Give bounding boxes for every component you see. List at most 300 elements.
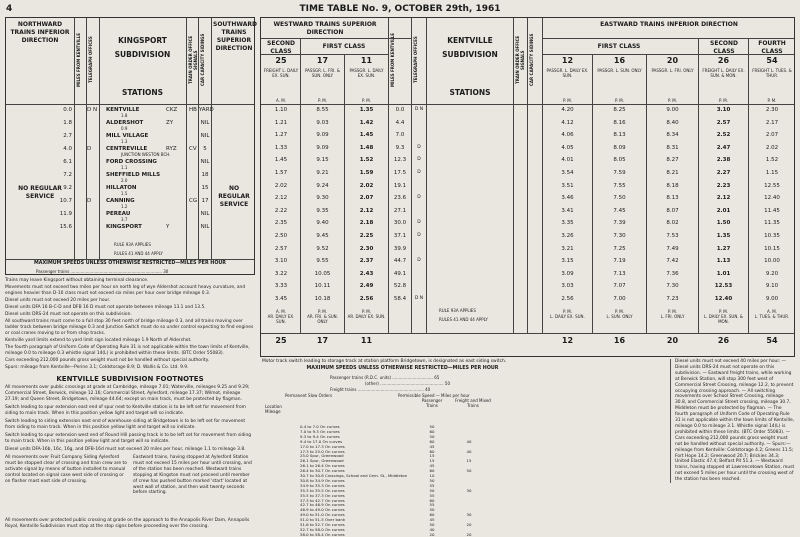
right-subdivision-label: SUBDIVISION <box>442 50 498 59</box>
east-time: 7.30 <box>613 233 626 239</box>
east-time: 11.35 <box>764 220 780 227</box>
row-telegraph: D N <box>87 107 98 113</box>
footnote-annapolis: All movements over protected public crossing at grade on the approach to the Annapolis River Dam, Annapolis Royal, Kentville Subdivision must stop at the stop signs before proceeding over the crossing. <box>5 518 250 529</box>
footnote-fruit-siding: All movements over Fruit Company Siding Aylesford must be stopped clear of crossing and train crew are to activate signal by means of button installed to manual control located on signal case west side of crossing or on flasher mast east side of crossing. <box>5 455 127 484</box>
west-train-number: 17 <box>316 56 329 65</box>
slow-order-passenger: 20 <box>429 531 435 537</box>
row-mileage: 11.9 <box>59 211 72 217</box>
westward-heading: WESTWARD TRAINS SUPERIOR DIRECTION <box>273 21 377 36</box>
row-station: SHEFFIELD MILLS <box>106 172 161 178</box>
east-bottom-type: L. FRI. ONLY <box>660 314 685 319</box>
slow-order-passenger: 50 <box>429 424 435 429</box>
east-train-number: 54 <box>766 56 778 65</box>
east-time: 7.19 <box>613 258 626 265</box>
west-telegraph: D <box>417 233 421 238</box>
row-station: CENTREVILLE <box>106 146 148 152</box>
east-time: 3.41 <box>561 207 574 214</box>
west-time: 9.40 <box>316 220 329 227</box>
footnote-crossings: All movements over public crossings at grade at Cambridge, mileage 7.01; Waterville, mileages 9.25 and 9.29; Commercial Street, Berwick, mileage 12.16; Commercial Street, Aylesford, mileage 17.37; Wilmot, mileage 27.19; and Queen Street, Bridgetown, mileage 44.64; except on main track, must be protected by flagman. <box>5 385 250 402</box>
east-time: 9.20 <box>765 270 779 277</box>
telegraph-col-head: TELEGRAPH OFFICES <box>88 36 93 84</box>
slow-order-location: 17.3 to 25.0 On curves <box>300 448 345 454</box>
row-distance: 3.7 <box>121 217 128 222</box>
west-time: 1.42 <box>359 119 374 126</box>
slow-order-location: 46.9 to 49.0 On curves <box>300 507 345 513</box>
west-mileage: 12.3 <box>393 157 407 164</box>
east-time: 7.25 <box>613 245 626 252</box>
east-time: 2.07 <box>765 132 779 139</box>
kingsport-note: Diesel units must not exceed 20 miles per hour. <box>5 298 111 303</box>
east-time: 1.13 <box>716 258 731 265</box>
west-time: 2.37 <box>359 258 374 265</box>
row-station: KENTVILLE <box>106 107 140 113</box>
slow-order-passenger: 50 <box>429 477 435 483</box>
slow-order-passenger: 55 <box>429 492 435 498</box>
east-time: 8.25 <box>613 107 626 113</box>
east-time: 2.30 <box>765 107 779 113</box>
row-station: FORD CROSSING <box>106 159 157 165</box>
west-time: 9.15 <box>316 157 329 164</box>
right-first-class-head: FIRST CLASS <box>597 43 641 50</box>
row-station: CANNING <box>106 198 135 204</box>
west-train-type: PASSGR. L. DAILY EX. SUN. <box>349 68 384 78</box>
row-capacity: YARD <box>199 107 214 113</box>
slow-order-passenger: 45 <box>429 463 435 469</box>
slow-order-passenger: 55 <box>429 502 435 508</box>
west-time: 2.07 <box>359 195 374 202</box>
west-time: 3.33 <box>274 283 288 290</box>
row-code: RYZ <box>166 146 177 152</box>
kentville-timetable <box>260 17 795 357</box>
east-time: 4.20 <box>561 107 574 113</box>
row-mileage: 9.2 <box>63 185 72 191</box>
right-rule-93a: RULE 93A APPLIES <box>439 308 476 313</box>
east-time: 4.01 <box>561 157 574 164</box>
east-time: 7.39 <box>613 220 626 227</box>
west-time: 9.09 <box>316 144 329 151</box>
perm-speed-head: Permissible Speed — Miles per hour <box>398 393 470 398</box>
row-telegraph: D <box>87 198 92 204</box>
east-time: 1.50 <box>716 220 731 227</box>
east-time: 12.55 <box>764 182 780 189</box>
slow-order-freight: 20 <box>466 522 472 527</box>
row-code: ZY <box>166 120 174 126</box>
slow-order-freight: 30 <box>466 487 472 493</box>
footnote-bridgetown-switch: Switch leading to siding extension east end of warehouse siding at Bridgetown is to be left set for movement from siding to main track. When in this position yellow light and target will so indicate. <box>5 419 246 430</box>
east-time: 8.13 <box>613 132 626 139</box>
east-time: 10.00 <box>764 258 780 265</box>
slow-order-passenger: 50 <box>429 507 435 513</box>
west-time: 1.45 <box>274 157 288 164</box>
east-time: 7.50 <box>613 195 626 202</box>
west-telegraph: D <box>417 195 421 201</box>
speed-title: MAXIMUM SPEEDS UNLESS OTHERWISE RESTRICTED—MILES PER HOUR <box>33 261 226 266</box>
row-distance: 1.5 <box>121 191 128 196</box>
west-time: 9.55 <box>316 258 329 265</box>
east-time: 7.59 <box>613 170 626 176</box>
slow-order-location: 58.0 to 58.4 On curves <box>300 531 345 537</box>
east-time: 7.30 <box>666 283 679 290</box>
west-time: 1.48 <box>359 144 374 151</box>
mid-speed-title: MAXIMUM SPEEDS UNLESS OTHERWISE RESTRICTED—MILES PER HOUR <box>306 366 499 371</box>
slow-order-location: 34.9 to 35.3 On curves <box>300 482 345 488</box>
slow-order-location: 35.3 to 35.5 On curves <box>300 487 345 493</box>
slow-order-location: 42.7 to 46.9 On curves <box>300 502 345 508</box>
west-ampm: A. M. <box>276 98 286 103</box>
row-station: MILL VILLAGE <box>106 133 149 139</box>
slow-order-passenger: 45 <box>429 443 435 449</box>
east-time: 7.42 <box>666 258 679 265</box>
speed-passenger: Passenger trains ........................................................................ 30 <box>36 269 169 274</box>
west-mileage: 23.6 <box>393 195 407 202</box>
west-mileage: 9.3 <box>395 144 405 151</box>
slow-order-location: 26.4 to 30.7 On curves <box>300 468 345 474</box>
slow-order-location: 17.0 to 17.3 On curves <box>300 443 345 449</box>
slow-order-freight: 15 <box>466 458 472 464</box>
east-time: 7.07 <box>613 283 626 290</box>
slow-order-passenger: 60 <box>429 448 435 454</box>
east-time: 8.18 <box>666 182 679 189</box>
east-time: 12.40 <box>764 195 780 202</box>
east-time: 4.05 <box>561 144 574 151</box>
west-mileage: 52.8 <box>393 283 407 290</box>
east-time: 3.51 <box>561 182 574 189</box>
east-time: 10.15 <box>764 245 780 252</box>
east-time: 1.15 <box>765 170 779 176</box>
pass-head: Passenger Trains <box>421 398 443 408</box>
first-class-head: FIRST CLASS <box>322 43 366 50</box>
east-time: 8.05 <box>613 157 626 164</box>
west-mileage: 4.4 <box>395 119 405 126</box>
east-bottom-number: 16 <box>613 336 626 345</box>
miles-col-head: MILES FROM KENTVILLE <box>76 33 81 87</box>
east-time: 1.35 <box>716 233 731 239</box>
footnotes-title: KENTVILLE SUBDIVISION FOOTNOTES <box>56 375 204 383</box>
slow-order-passenger: 60 <box>429 497 435 503</box>
kingsport-timetable <box>5 17 258 275</box>
east-ampm: P. M. <box>718 98 729 103</box>
slow-order-passenger: 10 <box>429 473 435 478</box>
west-mileage: 58.4 <box>393 296 407 302</box>
row-capacity: NIL <box>200 120 210 126</box>
slow-order-location: 51.0 to 51.5 Over bank <box>300 517 346 523</box>
east-train-type: PASSGR. L. SUN. ONLY <box>597 68 642 73</box>
slow-order-location: 51.6 to 52.7 On curves <box>300 522 345 527</box>
east-time: 7.49 <box>666 245 679 252</box>
east-bottom-ampm: P. M. <box>667 309 678 314</box>
right-rules-41-44: RULES 41 AND 44 APPLY <box>439 317 488 322</box>
slow-order-freight: 40 <box>466 438 472 444</box>
slow-order-passenger: 15 <box>429 458 435 464</box>
east-time: 1.01 <box>716 270 731 277</box>
row-station: ALDERSHOT <box>106 120 144 126</box>
east-time: 8.13 <box>666 195 679 202</box>
west-time: 2.50 <box>274 233 288 239</box>
slow-order-location: 30.8 to 34.9 On curves <box>300 477 345 483</box>
west-time: 9.24 <box>316 182 329 189</box>
east-time: 8.27 <box>666 157 679 164</box>
row-mileage: 0.0 <box>63 107 72 113</box>
east-time: 7.45 <box>613 207 626 214</box>
west-time: 9.09 <box>316 132 329 139</box>
bridgetown-switch-note: Motor track switch leading to storage track at station platform Bridgetown, is designated as east siding switch. <box>262 359 507 364</box>
west-time: 2.12 <box>274 195 288 202</box>
page-header <box>6 4 794 16</box>
slow-order-passenger: 50 <box>429 522 435 527</box>
row-distance: 1.1 <box>121 165 128 170</box>
west-bottom-type: AR. FRI. & SUN. ONLY <box>307 314 338 324</box>
row-telegraph: D <box>87 146 92 152</box>
east-bottom-number: 26 <box>717 336 730 345</box>
right-subdivision-name: KENTVILLE <box>447 36 493 45</box>
west-bottom-ampm: P. M. <box>317 309 328 314</box>
order-col-head: TRAIN ORDER OFFICE SIGNALS <box>188 35 198 85</box>
slow-order-passenger: 55 <box>429 482 435 488</box>
slow-order-location: 7.0 to 9.3 On curves <box>300 428 340 434</box>
northward-heading: NORTHWARD TRAINS INFERIOR DIRECTION <box>10 21 70 44</box>
row-station: KINGSPORT <box>106 224 142 230</box>
ps-rdc: Passenger trains (R.D.C. units) ................................ 65 <box>330 375 440 380</box>
slow-order-freight: 30 <box>466 512 472 518</box>
east-time: 2.23 <box>716 182 731 189</box>
west-time: 10.05 <box>314 270 331 277</box>
slow-order-location: 37.3 to 42.7 On curves <box>300 497 345 503</box>
row-mileage: 1.8 <box>63 120 72 126</box>
row-code: Y <box>166 224 170 230</box>
west-telegraph: D <box>417 170 421 175</box>
east-train-number: 12 <box>561 56 574 65</box>
west-mileage: 7.0 <box>395 132 405 139</box>
west-mileage: 17.5 <box>393 170 407 176</box>
rules-41-44: RULES 41 AND 44 APPLY <box>114 251 163 256</box>
west-time: 2.12 <box>359 207 374 214</box>
east-time: 8.34 <box>666 132 679 139</box>
east-train-type: PASSGR. L. DAILY EX. SUN. <box>546 68 589 78</box>
east-train-number: 26 <box>717 56 730 65</box>
slow-order-passenger: 60 <box>429 438 435 444</box>
west-mileage: 39.9 <box>393 245 407 252</box>
east-time: 8.31 <box>666 144 679 151</box>
location-head: Location Mileage <box>265 404 282 414</box>
row-distance: JUNCTION WESTON BCH. <box>121 152 171 157</box>
west-bottom-type: AR. DAILY EX. SUN. <box>347 314 386 319</box>
row-station: PEREAU <box>106 211 131 217</box>
right-notes: Diesel units must not exceed 40 miles per hour. — Diesel units DRS-24 must not operate on this subdivision. — Eastward freight trains, while working at Berwick Station, will stop 300 feet west of Commercial Street Crossing, mileage 12.2, to prevent occupying crossing approach. — All switching movements over School Street Crossing, mileage 30.8, and Commercial Street crossing, mileage 30.7, Middleton must be protected by flagman. — The fourth paragraph of Uniform Code of Operating Rule 31 is not applicable within the town limits of Kentville, mileage 0.0 to mileage 3.1. Whistle signal 14(L) is prohibited within these limits. (BTC Order 55083). — Cars exceeding 212,000 pounds gross weight must not be handled without special authority. — Spurs:—mileage from Kentville: Coldstorage 4.2; Greens 11.5; Fort Hope 14.2; Greenwood 20.7; Brickies 34.3; United Elastic 47.4; Belfast Pit 51.3. — Westward trains, having stopped at Lawrencetown Station, must not exceed 5 miles per hour until the crossing west of the station has been reached. <box>670 359 795 483</box>
row-capacity: 17 <box>201 198 209 204</box>
east-time: 2.02 <box>765 144 779 151</box>
capacity-col-head: CAR CAPACITY SIDINGS <box>200 33 205 87</box>
west-bottom-number: 17 <box>316 336 329 345</box>
west-time: 3.45 <box>274 296 288 302</box>
row-code: CKZ <box>166 107 178 113</box>
row-mileage: 2.7 <box>63 133 72 139</box>
east-time: 7.00 <box>613 296 626 302</box>
west-time: 1.52 <box>359 157 374 164</box>
east-time: 4.06 <box>561 132 574 139</box>
west-time: 1.33 <box>274 144 288 151</box>
slow-order-location: 9.3 to 9.4 On curves <box>300 433 340 439</box>
west-mileage: 49.1 <box>393 270 407 277</box>
east-time: 7.53 <box>666 233 679 239</box>
west-time: 2.30 <box>359 245 374 252</box>
east-time: 1.27 <box>716 245 731 252</box>
west-time: 3.10 <box>274 258 288 265</box>
west-bottom-number: 25 <box>275 336 287 345</box>
mid-telegraph-head: TELEGRAPH OFFICES <box>413 36 418 84</box>
row-order: HB <box>189 107 197 113</box>
footnote-diesel: Diesel units DFA-16b, 16c, 16g, and DFB-16d must not exceed 20 miles per hour, mileage 1.1 to mileage 3.8. <box>5 447 246 452</box>
east-bottom-ampm: A. M. <box>767 309 777 314</box>
east-train-type: FREIGHT L. TUES. & THUR. <box>752 68 792 78</box>
row-capacity: NIL <box>200 159 210 165</box>
no-regular-service-south: NO REGULAR SERVICE <box>218 185 250 208</box>
west-time: 2.43 <box>359 270 374 277</box>
slow-order-location: 35.5 to 37.3 On curves <box>300 492 345 498</box>
mid-miles-head: MILES FROM KENTVILLE <box>390 33 395 87</box>
west-time: 9.03 <box>316 119 329 126</box>
east-time: 2.17 <box>765 119 779 126</box>
east-time: 3.46 <box>561 195 574 202</box>
kingsport-note: Movements must not exceed two miles per hour on north leg of wye Aldershot account heavy curvature, and engines heavier than D-10 class must not exceed six miles per hour over bridge mileage 0.3. <box>5 285 246 296</box>
east-time: 8.09 <box>613 144 626 151</box>
east-time: 12.53 <box>714 283 733 290</box>
row-distance: 2.0 <box>121 178 128 183</box>
page-number: 4 <box>6 4 13 14</box>
west-telegraph: D <box>417 258 421 264</box>
west-bottom-type: AR. DAILY EX. SUN. <box>267 314 295 324</box>
west-bottom-number: 11 <box>360 336 373 345</box>
slow-order-passenger: 60 <box>429 512 435 518</box>
west-time: 1.45 <box>359 132 374 139</box>
west-train-number: 25 <box>275 56 287 65</box>
west-mileage: 44.7 <box>393 258 407 265</box>
east-time: 8.07 <box>666 207 679 214</box>
east-time: 2.27 <box>716 170 731 176</box>
east-bottom-ampm: P. M. <box>718 309 729 314</box>
slow-order-location: 30.7 to 30.8 Crossings, School and Cem. St., Middleton <box>300 473 408 478</box>
row-mileage: 4.0 <box>63 146 72 152</box>
east-time: 3.15 <box>561 258 574 265</box>
right-fourth-class-head: FOURTH CLASS <box>758 40 786 55</box>
west-time: 2.02 <box>274 182 288 189</box>
west-ampm: P. M. <box>361 98 372 103</box>
west-time: 9.35 <box>316 207 329 214</box>
east-time: 12.40 <box>714 296 733 302</box>
footnote-aylesford: Eastward trains, having stopped at Aylesford Station must not exceed 15 miles per hour until crossing, and of the station has been reached. Westward trains stopping at Kingston must not proceed until member of crew has pushed button marked 'start' located at west wall of station, and then wait twenty seconds before starting. <box>133 455 252 496</box>
east-time: 2.12 <box>716 195 731 202</box>
kingsport-note: Diesel units DFA 16 B-C-D and DFB 16 D must not operate between mileage 13.1 and 13.5. <box>5 305 206 310</box>
west-time: 2.56 <box>359 296 374 302</box>
slow-order-passenger: 60 <box>429 468 435 474</box>
east-ampm: P. M. <box>667 98 678 103</box>
east-ampm: P. M. <box>562 98 573 103</box>
slow-order-passenger: 50 <box>429 433 435 439</box>
east-bottom-number: 20 <box>666 336 679 345</box>
east-time: 2.56 <box>561 296 574 302</box>
east-ampm: P. M. <box>767 98 777 103</box>
west-mileage: 19.1 <box>393 182 407 189</box>
slow-order-passenger: 60 <box>429 428 435 434</box>
east-time: 8.02 <box>666 220 679 227</box>
east-time: 4.12 <box>561 119 574 126</box>
east-time: 8.16 <box>613 119 626 126</box>
kingsport-note: Kentville yard limits extend to yard limit sign located mileage 1.9 North of Aldershot. <box>5 338 192 343</box>
southward-heading: SOUTHWARD TRAINS SUPERIOR DIRECTION <box>213 21 258 52</box>
east-time: 8.21 <box>666 170 679 176</box>
row-order: CG <box>189 198 198 204</box>
freight-head: Freight and Mixed Trains <box>455 398 491 408</box>
west-time: 2.25 <box>359 233 374 239</box>
row-capacity: NIL <box>200 224 210 230</box>
west-train-type: PASSGR. L. FRI. & SUN. ONLY <box>305 68 340 78</box>
east-train-type: PASSGR. L. FRI. ONLY <box>651 68 694 73</box>
east-time: 3.09 <box>561 270 574 277</box>
west-telegraph: D <box>417 144 421 150</box>
eastward-heading: EASTWARD TRAINS INFERIOR DIRECTION <box>600 21 738 28</box>
row-distance: 1.3 <box>121 139 128 144</box>
ps-other: (other) .................................................. 50 <box>365 381 450 386</box>
west-time: 1.59 <box>359 170 374 176</box>
row-mileage: 15.6 <box>59 224 72 230</box>
west-time: 1.21 <box>274 119 288 126</box>
east-time: 9.00 <box>765 296 779 302</box>
east-time: 9.00 <box>666 107 679 113</box>
east-time: 2.52 <box>716 132 731 139</box>
second-class-head: SECOND CLASS <box>267 40 295 55</box>
east-time: 2.57 <box>716 119 731 126</box>
row-mileage: 6.1 <box>63 159 72 165</box>
perm-slow-head: Permanent Slow Orders <box>285 393 333 398</box>
west-train-type: FREIGHT L. DAILY EX. SUN. <box>263 68 299 78</box>
west-bottom-ampm: A. M. <box>276 309 286 314</box>
west-ampm: P. M. <box>317 98 328 103</box>
west-time: 2.57 <box>274 245 288 252</box>
row-capacity: NIL <box>200 211 210 217</box>
slow-order-passenger: 40 <box>429 526 435 532</box>
east-time: 2.47 <box>716 144 731 151</box>
row-capacity: NIL <box>200 133 210 139</box>
west-time: 2.22 <box>274 207 288 214</box>
kingsport-note: Trains may leave Kingsport without obtaining terminal clearance. <box>5 278 149 283</box>
east-bottom-ampm: P. M. <box>614 309 625 314</box>
row-station: HILLATON <box>106 185 137 191</box>
east-bottom-ampm: P. M. <box>562 309 573 314</box>
east-time: 3.26 <box>561 233 574 239</box>
kingsport-note: Diesel units DRS-24 must not operate on this subdivision. <box>5 312 132 317</box>
east-ampm: P. M. <box>614 98 625 103</box>
kingsport-note: Cars exceeding 212,000 pounds gross weight must not be handled without special authority. <box>5 358 210 363</box>
row-mileage: 10.7 <box>59 198 72 204</box>
west-mileage: 27.1 <box>393 207 407 214</box>
east-time: 11.45 <box>764 207 780 214</box>
west-telegraph: D N <box>414 296 424 301</box>
east-train-number: 20 <box>666 56 679 65</box>
slow-order-passenger: 45 <box>429 517 435 523</box>
east-time: 1.52 <box>765 157 779 164</box>
west-time: 2.02 <box>359 182 374 189</box>
west-bottom-ampm: P. M. <box>361 309 372 314</box>
east-time: 2.01 <box>716 207 731 214</box>
rule-93a: RULE 93A APPLIES <box>114 242 151 247</box>
kingsport-note: All southward trains must come to a full stop 30 feet north of bridge mileage 0.3, and all trains moving over ladder track between bridge mileage 0.3 and Junction Switch must do so under control expecting to find engines or coal cranes moving to or from shop tracks. <box>5 319 254 336</box>
row-capacity: 15 <box>201 185 209 191</box>
west-time: 2.35 <box>274 220 288 227</box>
row-distance: 1.2 <box>121 204 128 209</box>
east-time: 3.54 <box>561 170 574 176</box>
row-mileage: 7.2 <box>63 172 72 178</box>
east-time: 8.40 <box>666 119 679 126</box>
right-capacity-head: CAR CAPACITY SIDINGS <box>529 33 534 87</box>
